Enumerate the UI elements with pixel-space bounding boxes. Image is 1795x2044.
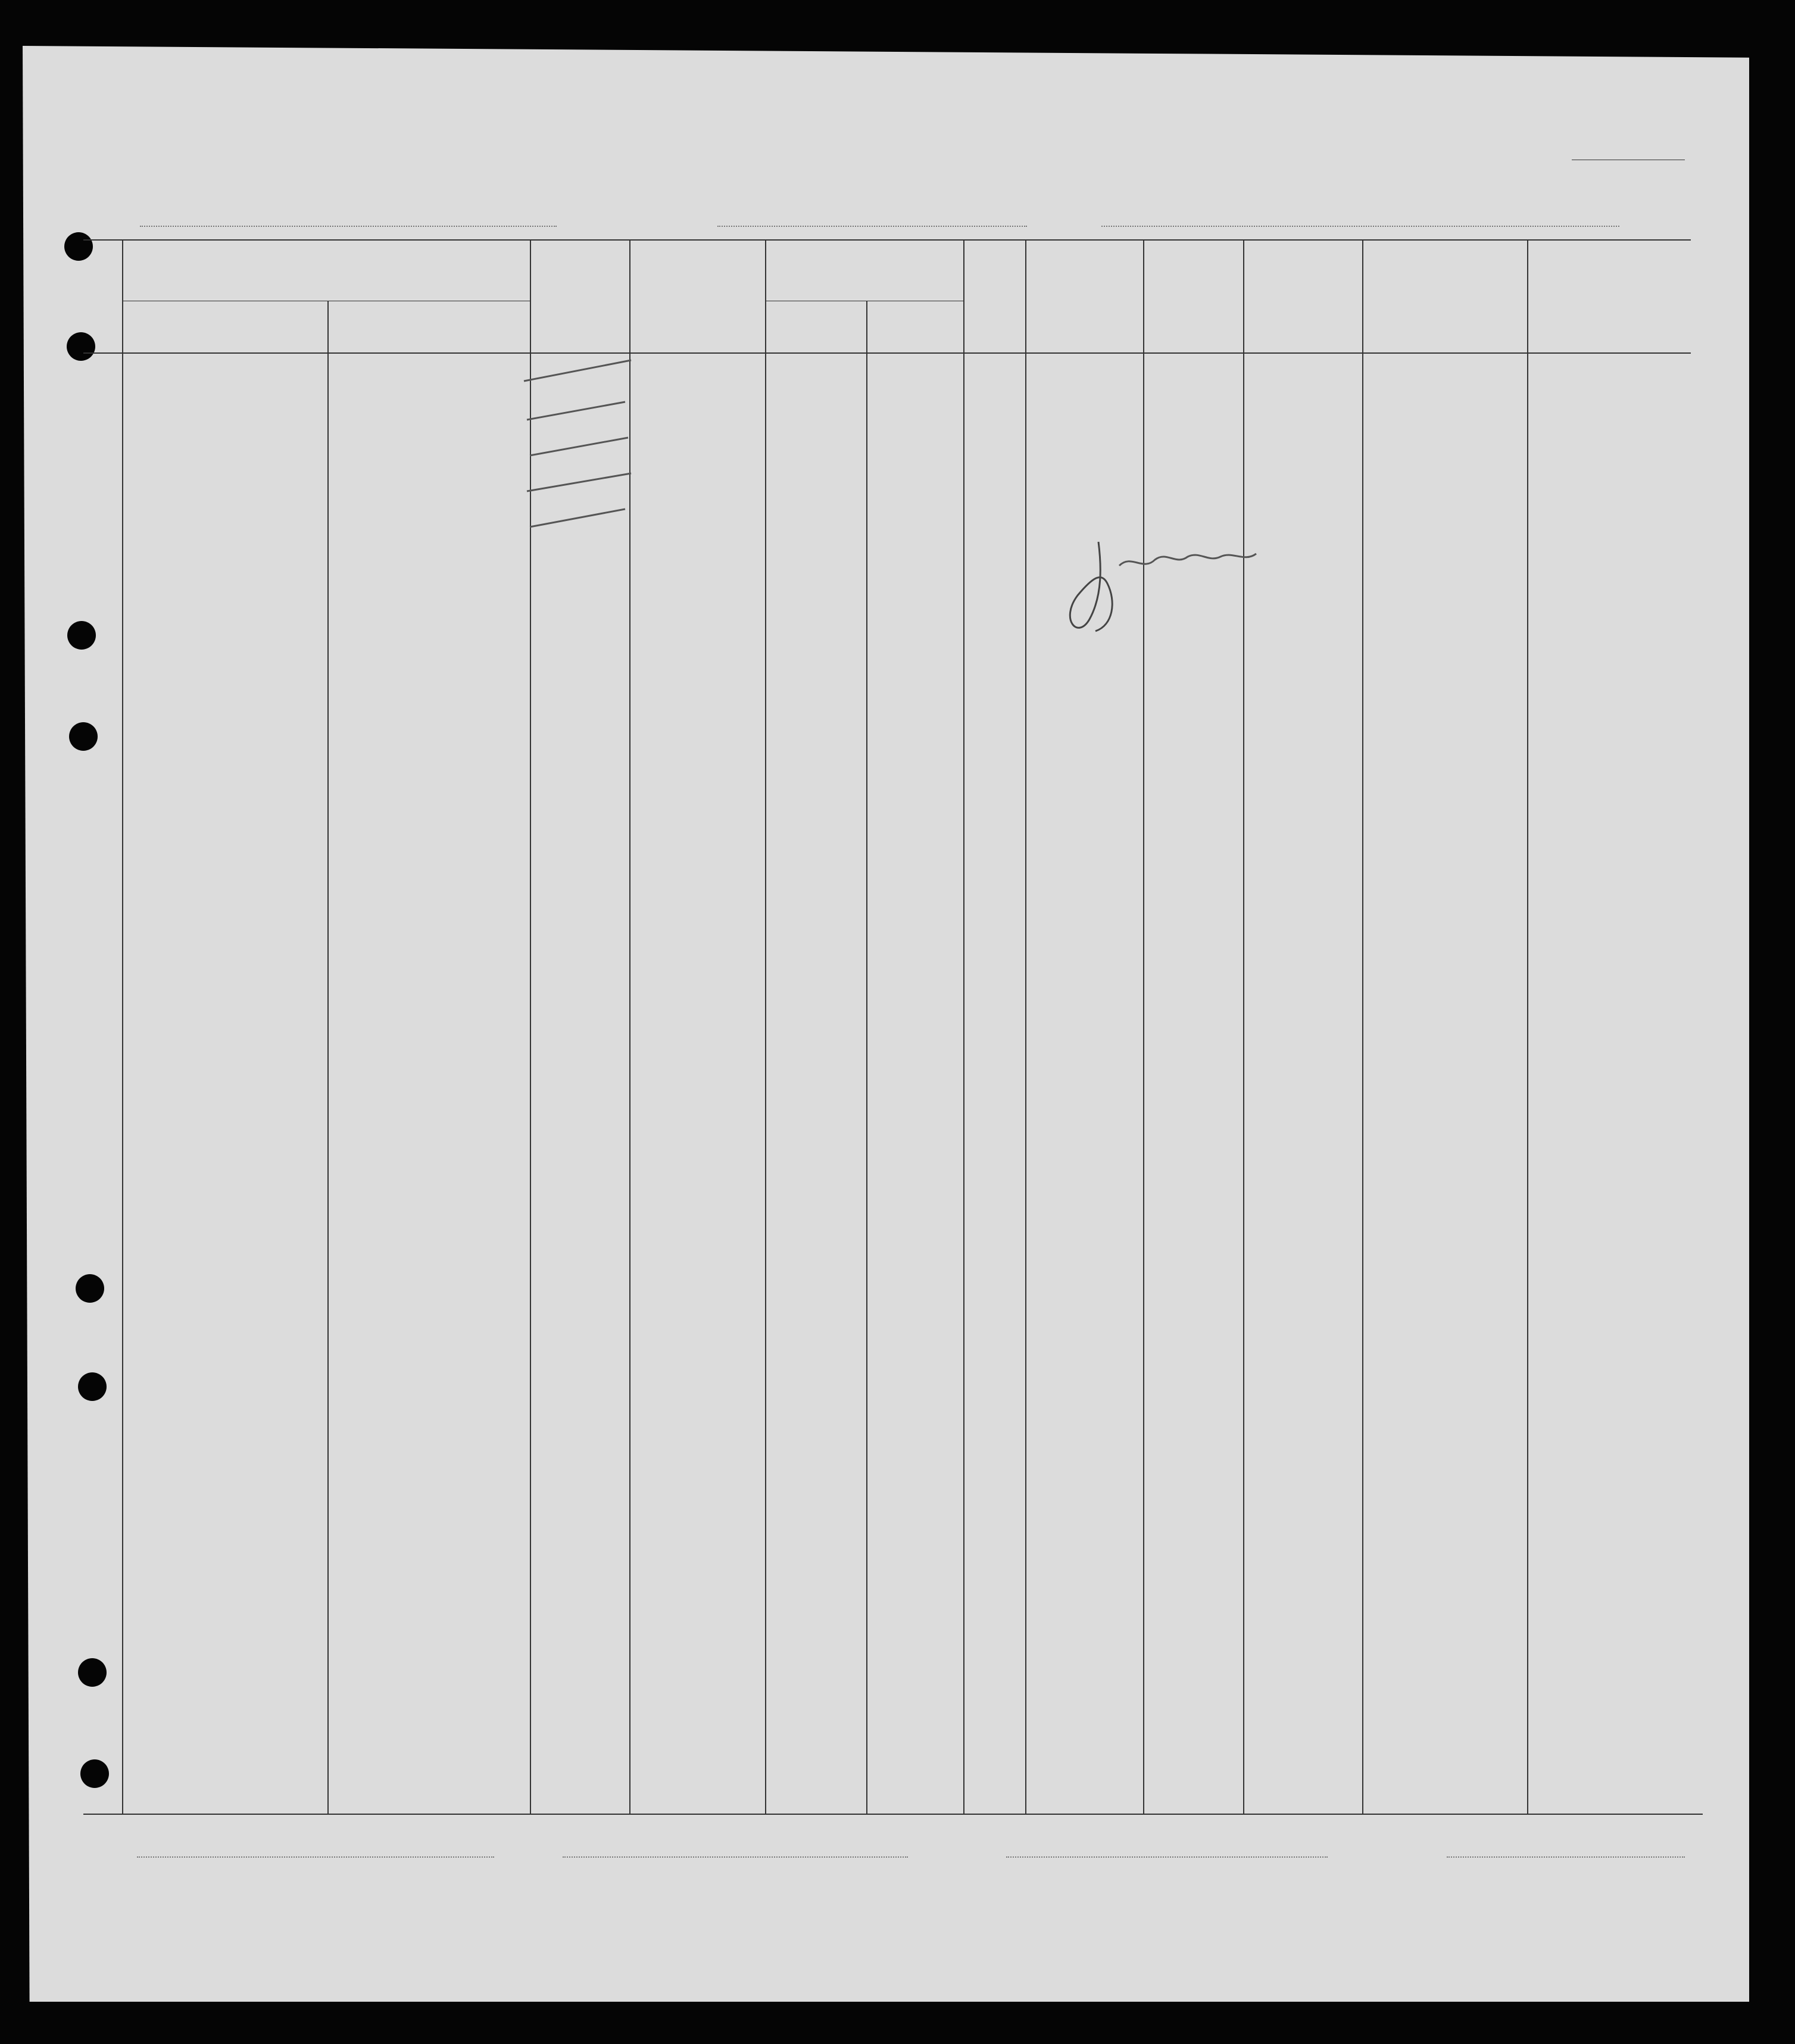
table-bottom-rule (83, 1814, 1703, 1815)
owners-underline (563, 1856, 908, 1858)
punch-hole (69, 722, 98, 751)
col-rule (1243, 239, 1244, 1814)
punch-hole (80, 1759, 109, 1788)
col-rule (963, 239, 964, 1814)
line-underline (137, 1856, 494, 1858)
col-rule (866, 301, 867, 1814)
punch-hole (67, 332, 95, 361)
col-rule (1025, 239, 1026, 1814)
arriving-underline (1101, 226, 1619, 227)
manifest-sheet (23, 46, 1749, 2002)
punch-hole (76, 1274, 104, 1303)
agents-underline (1006, 1856, 1328, 1858)
punch-hole (78, 1658, 107, 1687)
col-rule (1362, 239, 1363, 1814)
punch-hole (64, 232, 93, 261)
header-bottom-rule (83, 352, 1691, 354)
punch-hole (78, 1372, 107, 1401)
handwritten-signature (1066, 530, 1328, 643)
col-rule (765, 239, 766, 1814)
col-rule (1143, 239, 1144, 1814)
tally-strokes (518, 330, 637, 536)
port-underline (717, 226, 1027, 227)
col-rule (1527, 239, 1528, 1814)
officer-underline (1447, 1856, 1685, 1858)
table-top-rule (83, 239, 1691, 241)
col-rule (122, 239, 123, 1814)
col-rule (327, 301, 329, 1814)
vessel-underline (140, 226, 557, 227)
punch-hole (67, 621, 96, 650)
